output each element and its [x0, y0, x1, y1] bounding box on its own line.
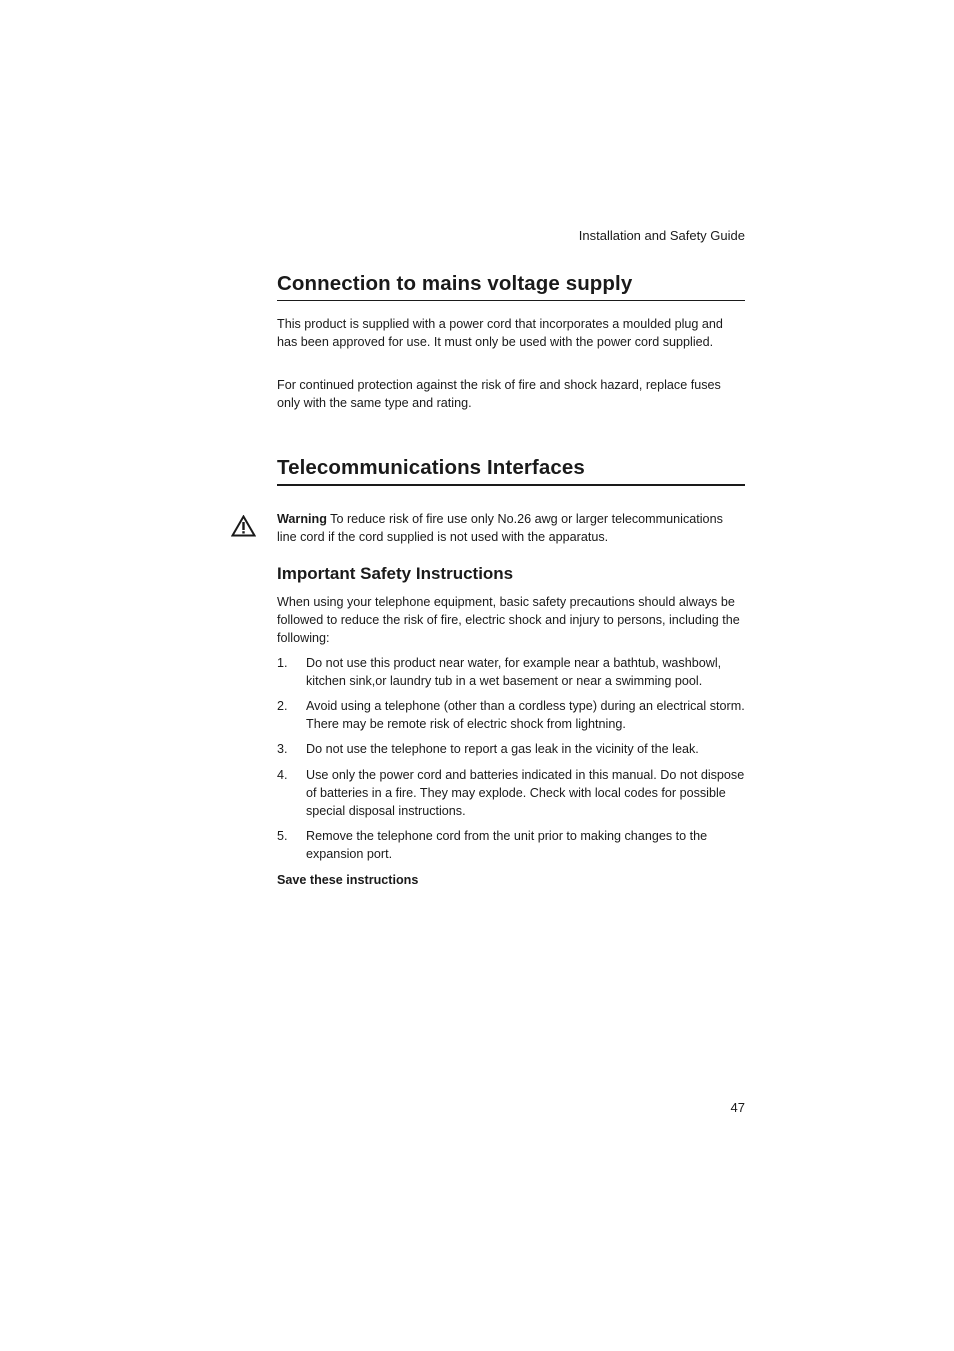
list-item-text: Do not use this product near water, for example near a bathtub, washbowl, kitchen sink,or laundry tub in a wet basement or near a swimming pool.: [306, 656, 722, 688]
list-item-text: Use only the power cord and batteries indicated in this manual. Do not dispose of batteries in a fire. They may explode. Check with local codes for possible special disposal instructions.: [306, 768, 745, 818]
mains-paragraph-2: For continued protection against the risk of fire and shock hazard, replace fuses only with the same type and rating.: [277, 378, 721, 410]
safety-intro: When using your telephone equipment, basic safety precautions should always be followed to reduce the risk of fire, electric shock and injury to persons, including the following:: [277, 595, 740, 645]
warning-paragraph: [277, 510, 745, 546]
subsection-title-safety: Important Safety Instructions: [277, 564, 514, 583]
list-item-text: Avoid using a telephone (other than a cordless type) during an electrical storm. There may be remote risk of electric shock from lightning.: [306, 699, 745, 731]
section-rule-telecom: [277, 484, 745, 486]
warning-label: Warning: [277, 512, 327, 526]
mains-paragraph-1: This product is supplied with a power cord that incorporates a moulded plug and has been approved for use. It must only be used with the power cord supplied.: [277, 317, 723, 349]
page-number: 47: [730, 1100, 745, 1115]
list-item-number: 3.: [277, 742, 288, 756]
running-header: Installation and Safety Guide: [578, 228, 745, 243]
warning-text: To reduce risk of fire use only No.26 awg or larger telecommunications line cord if the cord supplied is not used with the apparatus.: [277, 512, 723, 544]
list-item-number: 5.: [277, 829, 288, 843]
list-item-text: Do not use the telephone to report a gas leak in the vicinity of the leak.: [306, 742, 699, 756]
section-title-telecom: Telecommunications Interfaces: [277, 456, 585, 479]
save-instructions-note: Save these instructions: [277, 873, 419, 887]
list-item-text: Remove the telephone cord from the unit prior to making changes to the expansion port.: [306, 829, 708, 861]
document-page: [277, 0, 745, 1351]
warning-triangle-icon: [231, 515, 256, 537]
list-item-number: 4.: [277, 768, 288, 782]
section-title-mains: Connection to mains voltage supply: [277, 272, 633, 295]
list-item-number: 1.: [277, 656, 288, 670]
section-rule-mains: [277, 300, 745, 301]
list-item-number: 2.: [277, 699, 288, 713]
